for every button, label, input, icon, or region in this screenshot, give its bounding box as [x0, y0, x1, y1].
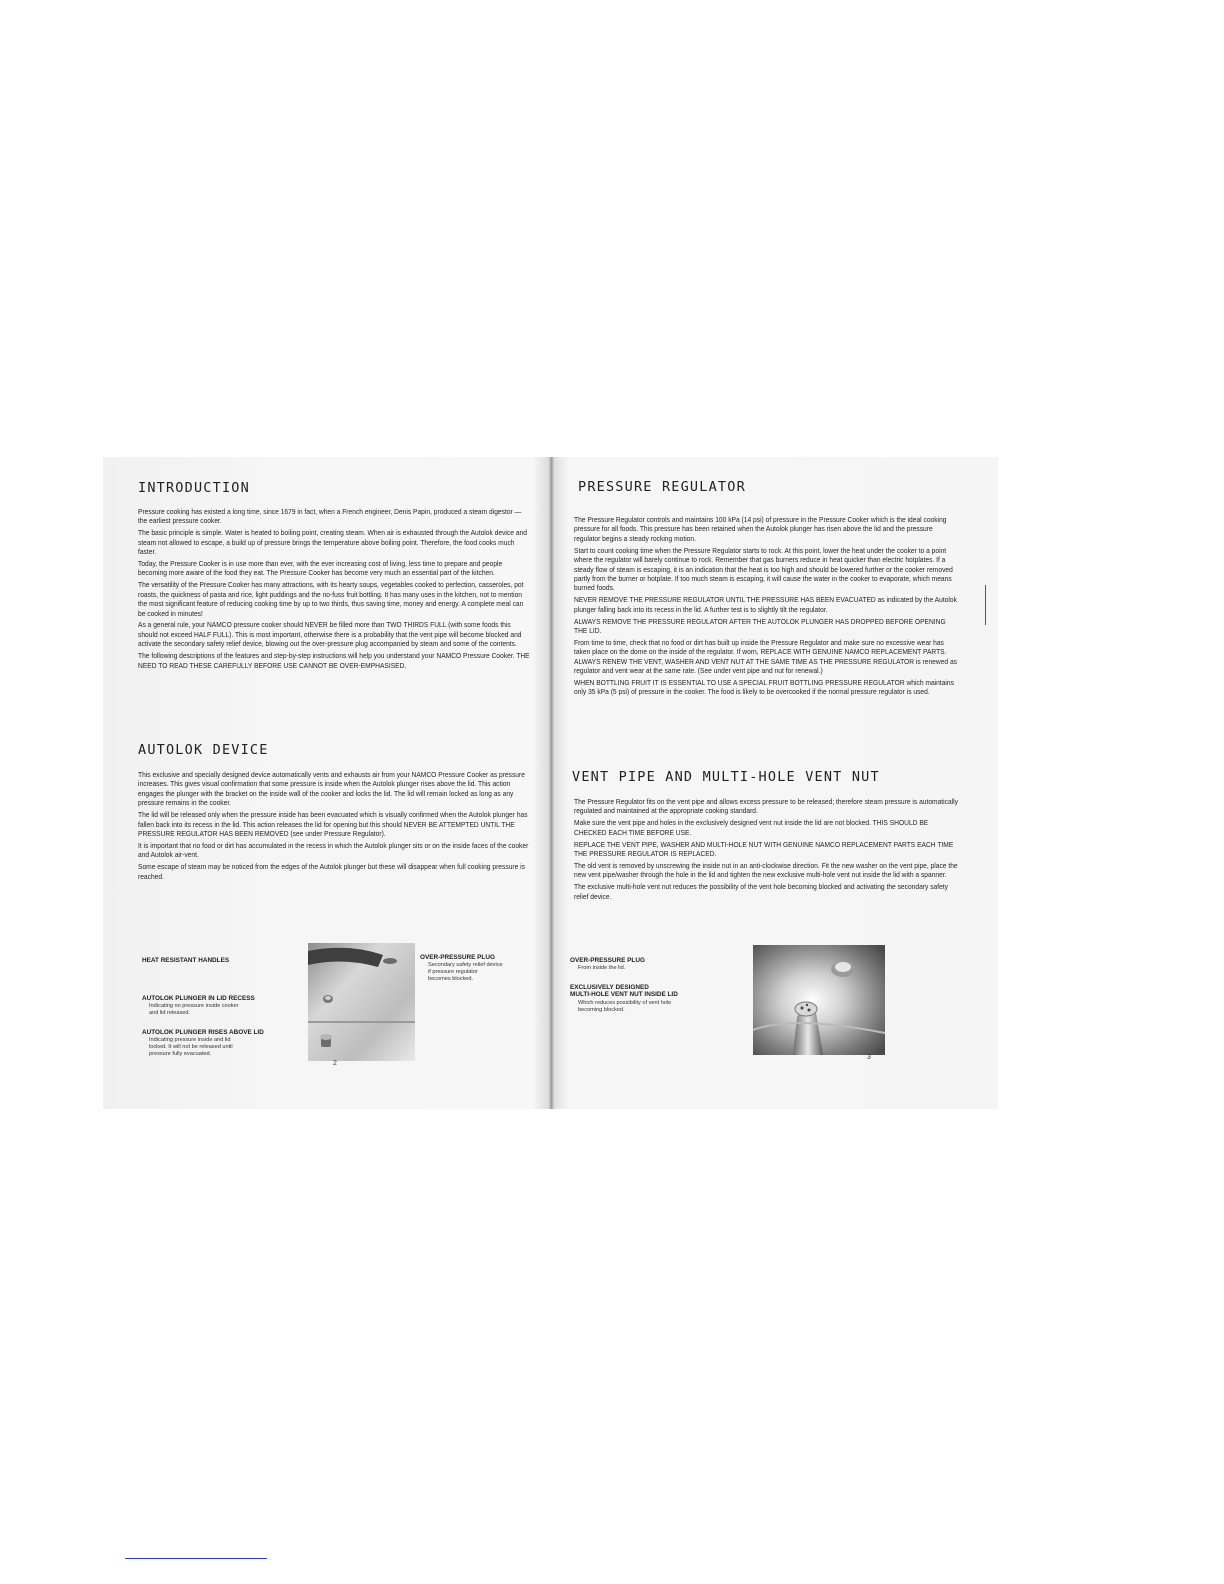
- vent-paragraph: The exclusive multi-hole vent nut reduces the possibility of the vent hole becoming blocked and activating the secondary safety relief device.: [574, 883, 949, 901]
- caption-plunger-rises-title: AUTOLOK PLUNGER RISES ABOVE LID: [142, 1029, 264, 1036]
- page-number: 2: [333, 1060, 337, 1067]
- vent-paragraph: REPLACE THE VENT PIPE, WASHER AND MULTI-HOLE NUT WITH GENUINE NAMCO REPLACEMENT PARTS EACH TIME THE PRESSURE REGULATOR IS REPLACED.: [574, 840, 954, 859]
- caption-overpressure-sub: Secondary safety relief device: [428, 962, 503, 968]
- caption-handles: HEAT RESISTANT HANDLES: [142, 957, 230, 964]
- caption-overpressure-sub: if pressure regulator: [428, 969, 478, 975]
- autolok-body: [138, 771, 556, 884]
- caption-plunger-rises-sub: pressure fully evacuated.: [149, 1051, 212, 1057]
- caption-plunger-recess-title: AUTOLOK PLUNGER IN LID RECESS: [142, 995, 255, 1002]
- regulator-paragraph: WHEN BOTTLING FRUIT IT IS ESSENTIAL TO USE A SPECIAL FRUIT BOTTLING PRESSURE REGULATOR which maintains only 35 kPa (5 psi) of pressure in the cooker. The food is likely to be overcooked if the normal pressure regulator is used.: [574, 679, 954, 697]
- vent-paragraph: The old vent is removed by unscrewing the inside nut in an anti-clockwise direction. Fit the new washer on the vent pipe, place the new vent pipe/washer through the hole in the lid and tighten the new exclusive multi-hole vent nut inside the lid with a spanner.: [574, 861, 958, 880]
- autolok-heading: AUTOLOK DEVICE: [138, 742, 269, 758]
- caption-plunger-recess-sub: Indicating no pressure inside cooker: [149, 1003, 239, 1009]
- caption-overpressure-inside-title: OVER-PRESSURE PLUG: [570, 957, 645, 964]
- caption-plunger-rises-sub: locked. It will not be released until: [149, 1044, 233, 1050]
- caption-overpressure-inside-sub: From inside the lid.: [578, 965, 626, 971]
- vent-nut-photo: [753, 945, 885, 1055]
- regulator-paragraph: From time to time, check that no food or dirt has built up inside the Pressure Regulator and make sure no excessive wear has taken place on the dome on the inside of the regulator. If worn, REPLACE WITH GENUINE NAMCO REPLACEMENT PARTS. ALWAYS RENEW THE VENT, WASHER AND VENT NUT AT THE SAME TIME AS THE PRESSURE REGULATOR is renewed as regulator and vent wear at the same rate. (See under vent pipe and nut for renewal.): [574, 638, 958, 676]
- page-number: 3: [867, 1054, 871, 1061]
- manual-spread: [103, 457, 998, 1109]
- introduction-body: [138, 508, 556, 674]
- regulator-paragraph: The Pressure Regulator controls and maintains 100 kPa (14 psi) of pressure in the Pressure Cooker which is the ideal cooking pressure for all foods. This pressure has been retained when the Autolok plunger has risen above the lid and the pressure regulator begins a steady rocking motion.: [574, 516, 947, 543]
- link-underline[interactable]: [125, 1558, 267, 1559]
- intro-paragraph: The versatility of the Pressure Cooker has many attractions, with its hearty soups, vegetables cooked to perfection, casseroles, pot roasts, the quickness of pasta and rice, light puddings and the no-fuss fruit bottling. It has many uses in the kitchen, not to mention the most significant feature of reducing cooking time by up to two thirds, thus saving time, money and energy. A complete meal can be cooked in minutes!: [138, 581, 524, 618]
- cooker-lid-illustration: [308, 943, 415, 1061]
- intro-paragraph: The following descriptions of the features and step-by-step instructions will help you understand your NAMCO Pressure Cooker. THE NEED TO READ THESE CAREFULLY BEFORE USE CANNOT BE OVER-EMPHASISED.: [138, 652, 530, 670]
- right-page: [554, 457, 998, 1109]
- vent-body: [574, 798, 985, 905]
- caption-overpressure-sub: becomes blocked.: [428, 976, 474, 982]
- regulator-body: [574, 516, 985, 700]
- vent-nut-illustration: [753, 945, 885, 1055]
- vent-paragraph: The Pressure Regulator fits on the vent pipe and allows excess pressure to be released; therefore steam pressure is automatically regulated and maintained at the appropriate cooking standard.: [574, 798, 958, 816]
- introduction-heading: INTRODUCTION: [138, 480, 250, 496]
- regulator-heading: PRESSURE REGULATOR: [578, 479, 746, 495]
- left-page: [103, 457, 549, 1109]
- intro-paragraph: The basic principle is simple. Water is heated to boiling point, creating steam. When air is exhausted through the Autolok device and steam not allowed to escape, a build up of pressure brings the temperature above boiling point. Therefore, the food cooks much faster.: [138, 529, 527, 557]
- autolok-paragraph: Some escape of steam may be noticed from the edges of the Autolok plunger but these will disappear when full cooking pressure is reached.: [138, 863, 525, 881]
- regulator-paragraph: Start to count cooking time when the Pressure Regulator starts to rock. At this point, lower the heat under the cooker to a point where the regulator will barely continue to rock. Remember that gas burners reduce in heat quicker than electric hotplates. If a steady flow of steam is escaping, it is an indication that the heat is too high and should be lowered further or the cooker removed partly from the burner or hotplate. If too much steam is escaping, it will cause the water in the cooker to evaporate, which means burned foods.: [574, 546, 953, 593]
- caption-overpressure-title: OVER-PRESSURE PLUG: [420, 954, 495, 961]
- cooker-lid-photo: [308, 943, 415, 1061]
- autolok-paragraph: The lid will be released only when the pressure inside has been evacuated which is visually confirmed when the Autolok plunger has fallen back into its recess in the lid. This action releases the lid for opening but this should NEVER BE ATTEMPTED UNTIL THE PRESSURE REGULATOR HAS BEEN REMOVED (see under Pressure Regulator).: [138, 811, 528, 838]
- caption-plunger-recess-sub: and lid released.: [149, 1010, 191, 1016]
- autolok-paragraph: This exclusive and specially designed device automatically vents and exhausts air from your NAMCO Pressure Cooker as pressure increases. This gives visual confirmation that some pressure is inside when the Autolok plunger rises above the lid. This action engages the plunger with the bracket on the inside wall of the cooker and locks the lid. The lid will remain locked as long as any pressure remains in the cooker.: [138, 771, 525, 808]
- intro-paragraph: Pressure cooking has existed a long time, since 1679 in fact, when a French engineer, Denis Papin, produced a steam digestor — the earliest pressure cooker.: [138, 508, 522, 526]
- caption-vent-nut-sub: becoming blocked.: [578, 1007, 625, 1013]
- intro-paragraph: As a general rule, your NAMCO pressure cooker should NEVER be filled more than TWO THIRDS FULL (with some foods this should not exceed HALF FULL). This is most important, otherwise there is a probability that the vent pipe will become blocked and activate the secondary safety relief device, blowing out the over-pressure plug accompanied by steam and some of the contents.: [138, 621, 522, 649]
- caption-vent-nut-sub: Which reduces possibility of vent hole: [578, 1000, 672, 1006]
- page-edge-mark: [985, 585, 986, 625]
- autolok-paragraph: It is important that no food or dirt has accumulated in the recess in which the Autolok plunger sits or on the inside faces of the cooker and Autolok air-vent.: [138, 841, 529, 860]
- caption-plunger-rises-sub: Indicating pressure inside and lid: [149, 1037, 231, 1043]
- vent-paragraph: Make sure the vent pipe and holes in the exclusively designed vent nut inside the lid are not blocked. THIS SHOULD BE CHECKED EACH TIME BEFORE USE.: [574, 819, 929, 837]
- caption-vent-nut-title: EXCLUSIVELY DESIGNED: [570, 984, 649, 991]
- regulator-paragraph: ALWAYS REMOVE THE PRESSURE REGULATOR AFTER THE AUTOLOK PLUNGER HAS DROPPED BEFORE OPENING THE LID.: [574, 617, 946, 635]
- intro-paragraph: Today, the Pressure Cooker is in use more than ever, with the ever increasing cost of living, less time to prepare and people becoming more aware of the food they eat. The Pressure Cooker has become very much an essential part of the kitchen.: [138, 560, 503, 578]
- caption-vent-nut-title: MULTI-HOLE VENT NUT INSIDE LID: [570, 991, 678, 998]
- regulator-paragraph: NEVER REMOVE THE PRESSURE REGULATOR UNTIL THE PRESSURE HAS BEEN EVACUATED as indicated by the Autolok plunger falling back into its recess in the lid. A further test is to slightly tilt the regulator.: [574, 596, 957, 614]
- vent-heading: VENT PIPE AND MULTI-HOLE VENT NUT: [572, 769, 880, 785]
